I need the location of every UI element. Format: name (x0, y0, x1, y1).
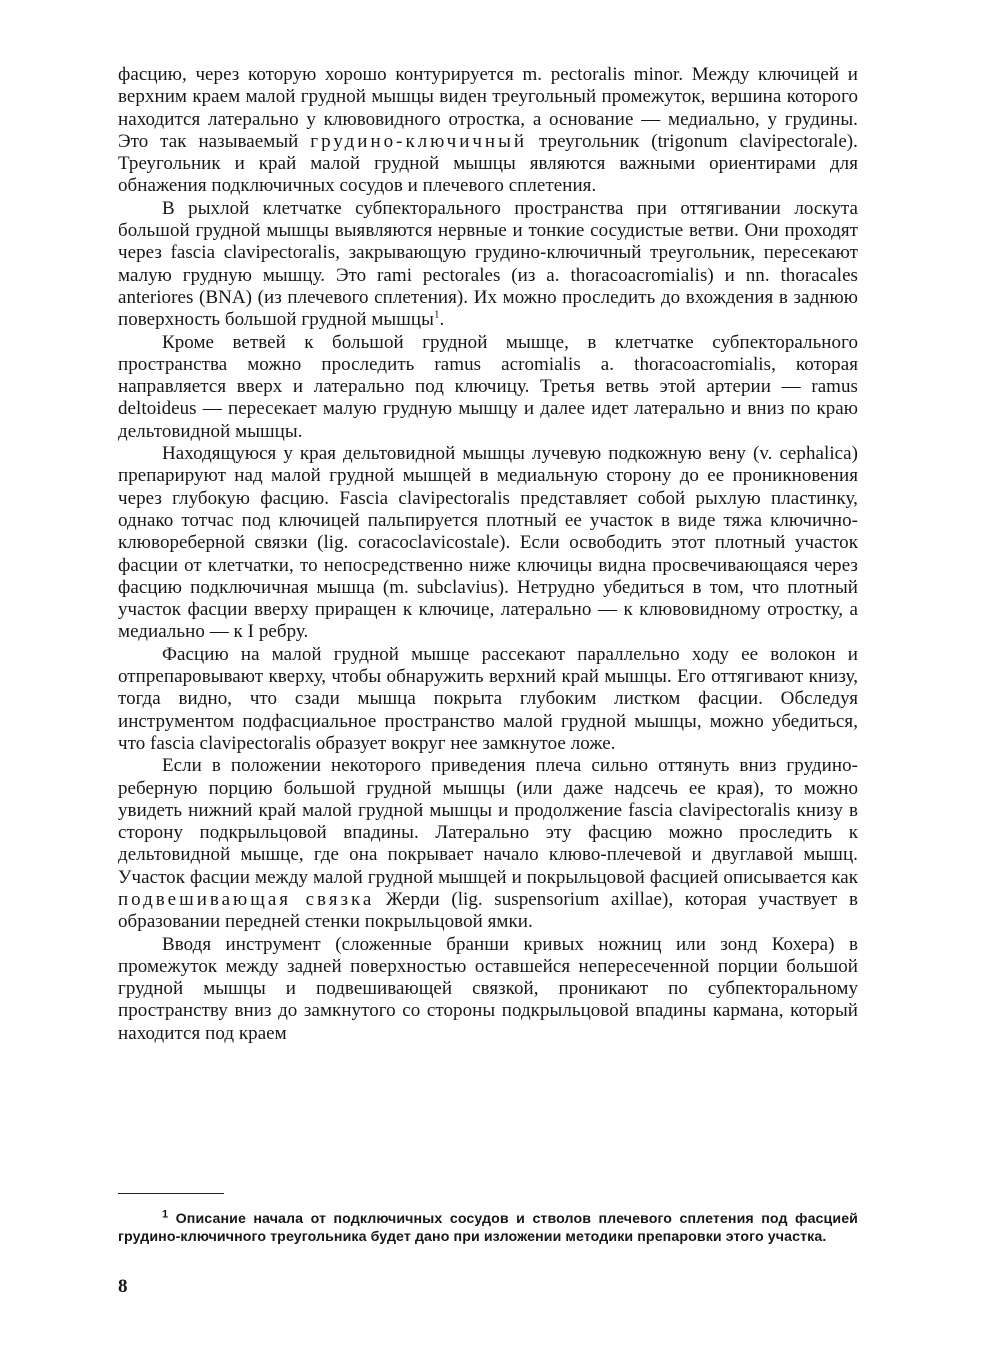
paragraph-1 (118, 64, 858, 198)
paragraph-7 (118, 934, 858, 1045)
footnote (118, 1210, 858, 1246)
paragraph-4 (118, 443, 858, 644)
page-number: 8 (118, 1276, 128, 1297)
paragraph-2 (118, 198, 858, 332)
paragraph-2-text-end: . (439, 309, 445, 331)
paragraph-4-text: Находящуюся у края дельтовидной мышцы лучевую подкожную вену (v. cephalica) препарируют над малой грудной мышцей в медиальную сторону до ее проникновения через глубокую фасцию. Fascia clavipectoralis представляет собой рыхлую пластинку, однако тотчас под ключицей пальпируется плотный ее участок в виде тяжа ключично-клюворeберной связки (lig. coracoclavicostale). Если освободить этот плотный участок фасции от клетчатки, то непосредственно ниже ключицы видна просвечивающаяся через фасцию подключичная мышца (m. subclavius). Нетрудно убедиться в том, что плотный участок фасции вверху приращен к ключице, латерально — к клювовидному отростку, а медиально — к I ребру. (118, 443, 858, 643)
paragraph-6-text-end: Жерди (lig. suspensorium axillae), которая участвует в образовании передней стенки покрыльцовой ямки. (118, 888, 858, 933)
footnote-marker: 1 (162, 1208, 169, 1221)
paragraph-5 (118, 644, 858, 755)
footnote-divider (118, 1193, 224, 1194)
term-suspensory-ligament: подвешивающая связка (118, 888, 375, 910)
paragraph-3 (118, 332, 858, 443)
footnote-text: Описание начала от подключичных сосудов и стволов плечевого сплетения под фасцией грудино-ключичного треугольника будет дано при изложении методики препаровки этого участка. (118, 1211, 858, 1245)
page-body (118, 64, 858, 1045)
footnote-reference: 1 (433, 308, 440, 321)
paragraph-6 (118, 755, 858, 933)
paragraph-1-text-end: треугольник (trigonum clavipectorale). Треугольник и край малой грудной мышцы являются важными ориентирами для обнажения подключичных сосудов и плечевого сплетения. (118, 130, 858, 197)
paragraph-5-text: Фасцию на малой грудной мышце рассекают параллельно ходу ее волокон и отпрепаровывают кверху, чтобы обнаружить верхний край мышцы. Его оттягивают книзу, тогда видно, что сзади мышца покрыта глубоким листком фасции. Обследуя инструментом подфасциальное пространство малой грудной мышцы, можно убедиться, что fascia clavipectoralis образует вокруг нее замкнутое ложе. (118, 643, 858, 754)
paragraph-2-text: В рыхлой клетчатке субпекторального пространства при оттягивании лоскута большой грудной мышцы выявляются нервные и тонкие сосудистые ветви. Они проходят через fascia clavipectoralis, закрывающую грудино-ключичный треугольник, пересекают малую грудную мышцу. Это rami pectorales (из a. thoracoacromialis) и nn. thoracales anteriores (BNA) (из плечевого сплетения). Их можно проследить до вхождения в заднюю поверхность большой грудной мышцы (118, 197, 858, 331)
paragraph-7-text: Вводя инструмент (сложенные бранши кривых ножниц или зонд Кохера) в промежуток между задней поверхностью оставшейся непересеченной порции большой грудной мышцы и подвешивающей связкой, проникают по субпекторальному пространству вниз до замкнутого со стороны подкрыльцовой впадины кармана, который находится под краем (118, 933, 858, 1044)
paragraph-3-text: Кроме ветвей к большой грудной мышце, в клетчатке субпекторального пространства можно проследить ramus acromialis a. thoracoacromialis, которая направляется вверх и латерально под ключицу. Третья ветвь этой артерии — ramus deltoideus — пересекает малую грудную мышцу и далее идет латерально и вниз по краю дельтовидной мышцы. (118, 331, 858, 442)
paragraph-1-text: фасцию, через которую хорошо контурируется m. pectoralis minor. Между ключицей и верхним краем малой грудной мышцы виден треугольный промежуток, вершина которого находится латерально у клювовидного отростка, а основание — медиально, у грудины. Это так называемый (118, 64, 858, 152)
term-sternoclavicular-triangle: грудино-ключичный (310, 130, 528, 152)
paragraph-6-text: Если в положении некоторого приведения плеча сильно оттянуть вниз грудино-реберную порцию большой грудной мышцы (или даже надсечь ее края), то можно увидеть нижний край малой грудной мышцы и продолжение fascia clavipectoralis книзу в сторону подкрыльцовой впадины. Латерально эту фасцию можно проследить к дельтовидной мышце, где она покрывает начало клюво-плечевой и двуглавой мышц. Участок фасции между малой грудной мышцей и покрыльцовой фасцией описывается как (118, 755, 858, 888)
